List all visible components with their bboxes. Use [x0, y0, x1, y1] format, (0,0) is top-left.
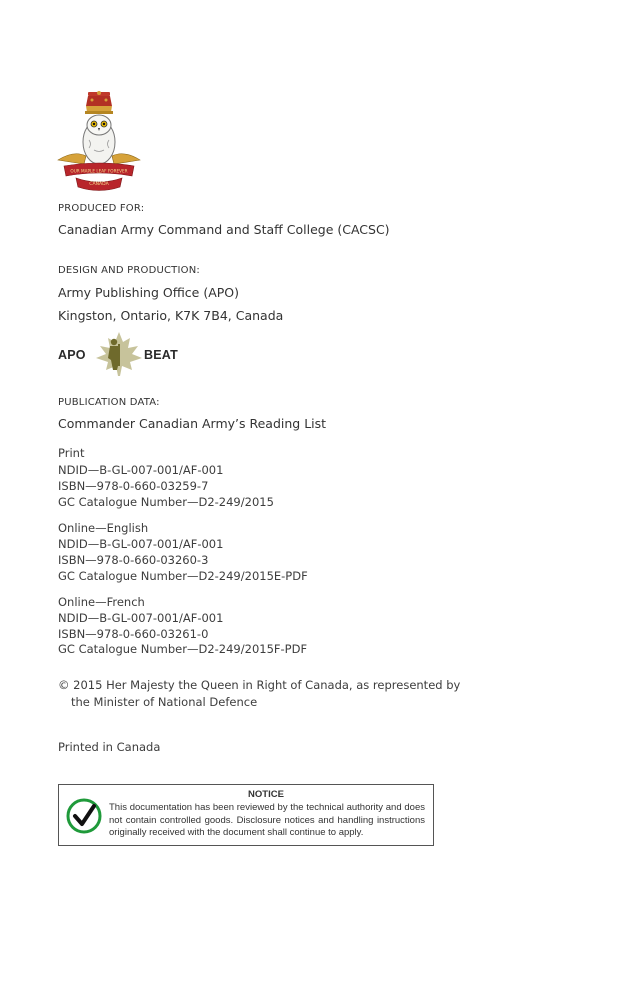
publication-data-label: PUBLICATION DATA: [58, 397, 160, 408]
print-ndid: NDID—B-GL-007-001/AF-001 [58, 463, 224, 477]
online-french-heading: Online—French [58, 595, 145, 609]
produced-for-label: PRODUCED FOR: [58, 203, 145, 214]
online-english-isbn: ISBN—978-0-660-03260-3 [58, 553, 209, 567]
online-french-isbn: ISBN—978-0-660-03261-0 [58, 627, 209, 641]
apo-logo-left: APO [58, 348, 86, 362]
design-address: Kingston, Ontario, K7K 7B4, Canada [58, 308, 284, 323]
apo-logo-right: BEAT [144, 348, 178, 362]
produced-for-value: Canadian Army Command and Staff College (CACSC) [58, 222, 390, 237]
crown-icon [85, 91, 113, 114]
printed-in: Printed in Canada [58, 740, 161, 754]
crest-country: CANADA [89, 182, 109, 187]
notice-body: This documentation has been reviewed by the technical authority and does not contain controlled goods. Disclosure notices and handling instructions originally received with the document shall continue to apply. [109, 802, 425, 838]
checkmark-icon [66, 798, 102, 834]
online-english-heading: Online—English [58, 521, 149, 535]
owl-icon [83, 115, 115, 164]
design-org: Army Publishing Office (APO) [58, 285, 240, 300]
copyright-line-1: © 2015 Her Majesty the Queen in Right of Canada, as represented by [58, 678, 461, 692]
online-french-ndid: NDID—B-GL-007-001/AF-001 [58, 611, 224, 625]
print-catalogue: GC Catalogue Number—D2-249/2015 [58, 495, 274, 509]
online-english-catalogue: GC Catalogue Number—D2-249/2015E-PDF [58, 569, 308, 583]
crest-motto: OUR MAPLE LEAF FOREVER [70, 168, 128, 174]
maple-leaf-soldier-icon [94, 330, 144, 376]
notice-title: NOTICE [248, 789, 284, 800]
print-isbn: ISBN—978-0-660-03259-7 [58, 479, 209, 493]
publication-title: Commander Canadian Army’s Reading List [58, 416, 327, 431]
apo-beat-logo [58, 330, 178, 376]
design-production-label: DESIGN AND PRODUCTION: [58, 265, 200, 276]
notice-box [58, 784, 434, 846]
online-english-ndid: NDID—B-GL-007-001/AF-001 [58, 537, 224, 551]
print-heading: Print [58, 446, 85, 460]
college-crest [56, 90, 142, 192]
online-french-catalogue: GC Catalogue Number—D2-249/2015F-PDF [58, 642, 308, 656]
copyright-line-2: the Minister of National Defence [71, 695, 258, 709]
